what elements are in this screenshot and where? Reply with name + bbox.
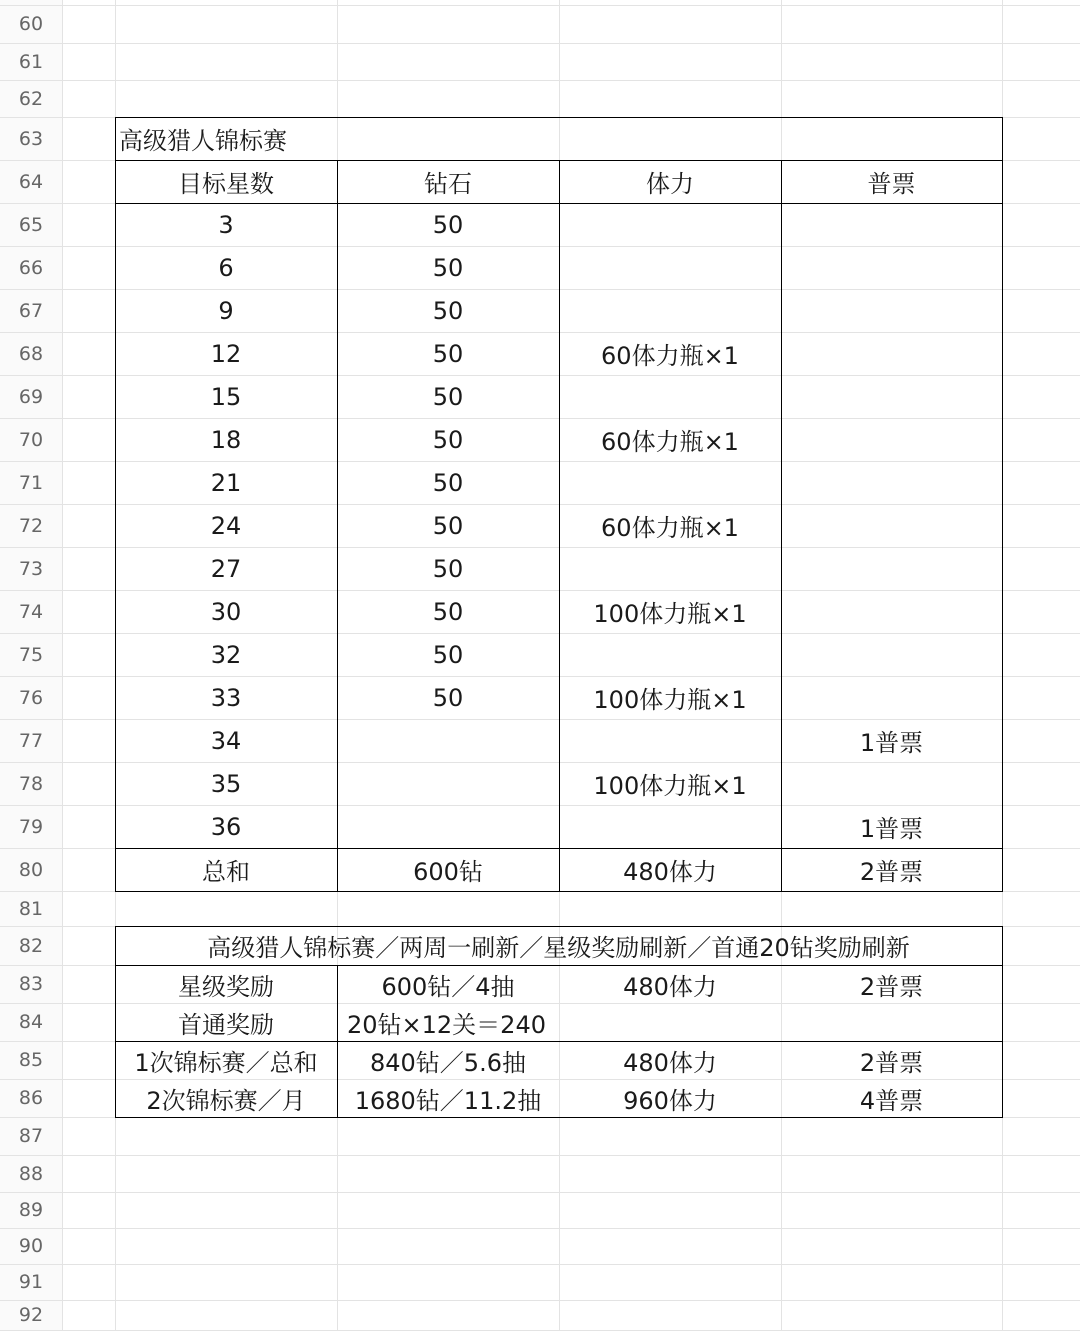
table1-header-cell[interactable]: 普票 [867, 170, 916, 198]
table1-cell[interactable]: 27 [210, 554, 242, 583]
table1-cell[interactable]: 33 [210, 683, 242, 712]
table1-cell[interactable]: 32 [210, 640, 242, 669]
table2-section-divider [115, 1041, 1002, 1042]
table1-cell[interactable]: 50 [432, 425, 464, 454]
table2-cell[interactable] [781, 1003, 1002, 1041]
table1-cell[interactable] [337, 762, 559, 805]
table2-cell[interactable]: 4普票 [859, 1086, 924, 1115]
table1-cell[interactable]: 36 [210, 812, 242, 841]
row-number[interactable]: 74 [18, 601, 44, 623]
table1-cell[interactable] [559, 547, 781, 590]
table1-cell[interactable]: 100体力瓶×1 [593, 772, 747, 800]
row-number[interactable]: 85 [18, 1049, 44, 1071]
table1-cell[interactable]: 35 [210, 769, 242, 798]
table2-cell[interactable]: 480体力 [623, 1048, 717, 1077]
table1-cell[interactable]: 34 [210, 726, 242, 755]
table1-cell[interactable] [781, 418, 1002, 461]
table1-cell[interactable]: 60体力瓶×1 [601, 514, 739, 542]
row-number[interactable]: 66 [18, 257, 44, 279]
table1-cell[interactable]: 50 [432, 339, 464, 368]
table2-cell[interactable]: 1680钻／11.2抽 [354, 1086, 542, 1115]
table1-cell[interactable] [781, 375, 1002, 418]
row-number[interactable]: 79 [18, 816, 44, 838]
grid-row-line [0, 1117, 1080, 1118]
table1-cell[interactable] [559, 633, 781, 676]
table1-cell[interactable]: 100体力瓶×1 [593, 600, 747, 628]
row-number[interactable]: 70 [18, 429, 44, 451]
table1-title[interactable]: 高级猎人锦标赛 [119, 127, 287, 155]
row-number[interactable]: 65 [18, 214, 44, 236]
row-number[interactable]: 61 [18, 51, 44, 73]
table1-cell[interactable]: 50 [432, 382, 464, 411]
table2-title-divider [115, 965, 1002, 966]
table2-cell[interactable]: 星级奖励 [178, 972, 274, 1001]
table1-cell[interactable]: 24 [210, 511, 242, 540]
table1-cell[interactable]: 50 [432, 210, 464, 239]
table2-cell[interactable]: 480体力 [623, 972, 717, 1001]
grid-row-line [0, 1155, 1080, 1156]
table2-cell[interactable]: 首通奖励 [178, 1010, 274, 1039]
row-number[interactable]: 78 [18, 773, 44, 795]
table1-cell[interactable]: 50 [432, 468, 464, 497]
table1-cell[interactable] [781, 332, 1002, 375]
row-number[interactable]: 75 [18, 644, 44, 666]
table1-cell[interactable]: 12 [210, 339, 242, 368]
table1-cell[interactable]: 50 [432, 554, 464, 583]
table2-column-divider [337, 965, 338, 1117]
table1-cell[interactable] [781, 633, 1002, 676]
table1-header-cell[interactable]: 目标星数 [178, 170, 274, 198]
table1-header-cell[interactable]: 体力 [646, 170, 694, 198]
grid-row-line [0, 1264, 1080, 1265]
row-number[interactable]: 67 [18, 300, 44, 322]
row-number[interactable]: 68 [18, 343, 44, 365]
table2-cell[interactable]: 1次锦标赛／总和 [134, 1048, 318, 1077]
table1-cell[interactable]: 50 [432, 683, 464, 712]
grid-column-line [62, 0, 63, 1330]
row-number[interactable]: 81 [18, 898, 44, 920]
row-number[interactable]: 82 [18, 935, 44, 957]
table1-cell[interactable] [559, 805, 781, 848]
row-number[interactable]: 92 [18, 1304, 44, 1326]
table2-cell[interactable] [559, 1003, 781, 1041]
grid-row-line [0, 5, 1080, 6]
table1-cell[interactable]: 50 [432, 511, 464, 540]
table1-cell[interactable]: 1普票 [859, 815, 924, 843]
row-number[interactable]: 86 [18, 1087, 44, 1109]
table1-column-divider [781, 160, 782, 891]
row-number[interactable]: 87 [18, 1125, 44, 1147]
row-number[interactable]: 69 [18, 386, 44, 408]
table1-cell[interactable] [559, 375, 781, 418]
table1-header-cell[interactable]: 钻石 [424, 170, 472, 198]
table1-cell[interactable]: 18 [210, 425, 242, 454]
grid-row-line [0, 1192, 1080, 1193]
table2-cell[interactable]: 20钻×12关＝240 [347, 1010, 546, 1039]
table2-cell[interactable]: 2普票 [859, 972, 924, 1001]
row-number[interactable]: 63 [18, 128, 44, 150]
grid-row-line [0, 891, 1080, 892]
table1-cell[interactable] [337, 805, 559, 848]
table1-cell[interactable] [559, 289, 781, 332]
grid-row-line [0, 80, 1080, 81]
table1-cell[interactable] [559, 461, 781, 504]
table1-total-cell[interactable]: 600钻 [413, 858, 483, 886]
table1-cell[interactable]: 9 [218, 296, 234, 325]
table1-cell[interactable] [781, 590, 1002, 633]
table2-cell[interactable]: 2普票 [859, 1048, 924, 1077]
table1-cell[interactable] [781, 246, 1002, 289]
row-number[interactable]: 84 [18, 1011, 44, 1033]
row-number[interactable]: 80 [18, 859, 44, 881]
table1-total-cell[interactable]: 总和 [202, 858, 250, 886]
table1-cell[interactable]: 50 [432, 296, 464, 325]
grid-column-line [1002, 0, 1003, 1330]
table1-cell[interactable]: 3 [218, 210, 234, 239]
table1-cell[interactable]: 21 [210, 468, 242, 497]
table1-cell[interactable] [337, 719, 559, 762]
table1-cell[interactable]: 100体力瓶×1 [593, 686, 747, 714]
table1-cell[interactable] [781, 676, 1002, 719]
row-number[interactable]: 64 [18, 171, 44, 193]
table1-cell[interactable] [781, 762, 1002, 805]
table2-title[interactable]: 高级猎人锦标赛／两周一刷新／星级奖励刷新／首通20钻奖励刷新 [207, 934, 910, 962]
table2-cell[interactable]: 600钻／4抽 [381, 972, 515, 1001]
row-number[interactable]: 83 [18, 973, 44, 995]
table1-cell[interactable] [781, 203, 1002, 246]
table1-cell[interactable]: 50 [432, 597, 464, 626]
table1-column-divider [337, 160, 338, 891]
table1-cell[interactable] [559, 203, 781, 246]
table1-cell[interactable] [781, 504, 1002, 547]
table1-cell[interactable]: 50 [432, 253, 464, 282]
grid-row-line [0, 1228, 1080, 1229]
row-number[interactable]: 91 [18, 1271, 44, 1293]
row-number[interactable]: 72 [18, 515, 44, 537]
table1-cell[interactable]: 1普票 [859, 729, 924, 757]
grid-row-line [0, 1300, 1080, 1301]
table2-cell[interactable]: 960体力 [623, 1086, 717, 1115]
row-number[interactable]: 60 [18, 13, 44, 35]
row-number[interactable]: 62 [18, 88, 44, 110]
table1-cell[interactable] [559, 246, 781, 289]
row-number[interactable]: 90 [18, 1235, 44, 1257]
table1-cell[interactable] [781, 289, 1002, 332]
table1-cell[interactable] [781, 547, 1002, 590]
table1-column-divider [559, 160, 560, 891]
table1-cell[interactable] [781, 461, 1002, 504]
table2-cell[interactable]: 2次锦标赛／月 [146, 1086, 306, 1115]
row-number[interactable]: 71 [18, 472, 44, 494]
table1-total-cell[interactable]: 2普票 [859, 858, 924, 886]
row-number[interactable]: 89 [18, 1199, 44, 1221]
row-number[interactable]: 73 [18, 558, 44, 580]
row-number[interactable]: 76 [18, 687, 44, 709]
table1-cell[interactable]: 15 [210, 382, 242, 411]
grid-row-line [0, 43, 1080, 44]
table1-cell[interactable]: 30 [210, 597, 242, 626]
table1-cell[interactable]: 60体力瓶×1 [601, 342, 739, 370]
row-number[interactable]: 77 [18, 730, 44, 752]
table1-cell[interactable]: 60体力瓶×1 [601, 428, 739, 456]
row-number[interactable]: 88 [18, 1163, 44, 1185]
table1-cell[interactable] [559, 719, 781, 762]
table1-cell[interactable]: 6 [218, 253, 234, 282]
table1-cell[interactable]: 50 [432, 640, 464, 669]
table2-cell[interactable]: 840钻／5.6抽 [370, 1048, 526, 1077]
table1-total-cell[interactable]: 480体力 [623, 858, 717, 886]
